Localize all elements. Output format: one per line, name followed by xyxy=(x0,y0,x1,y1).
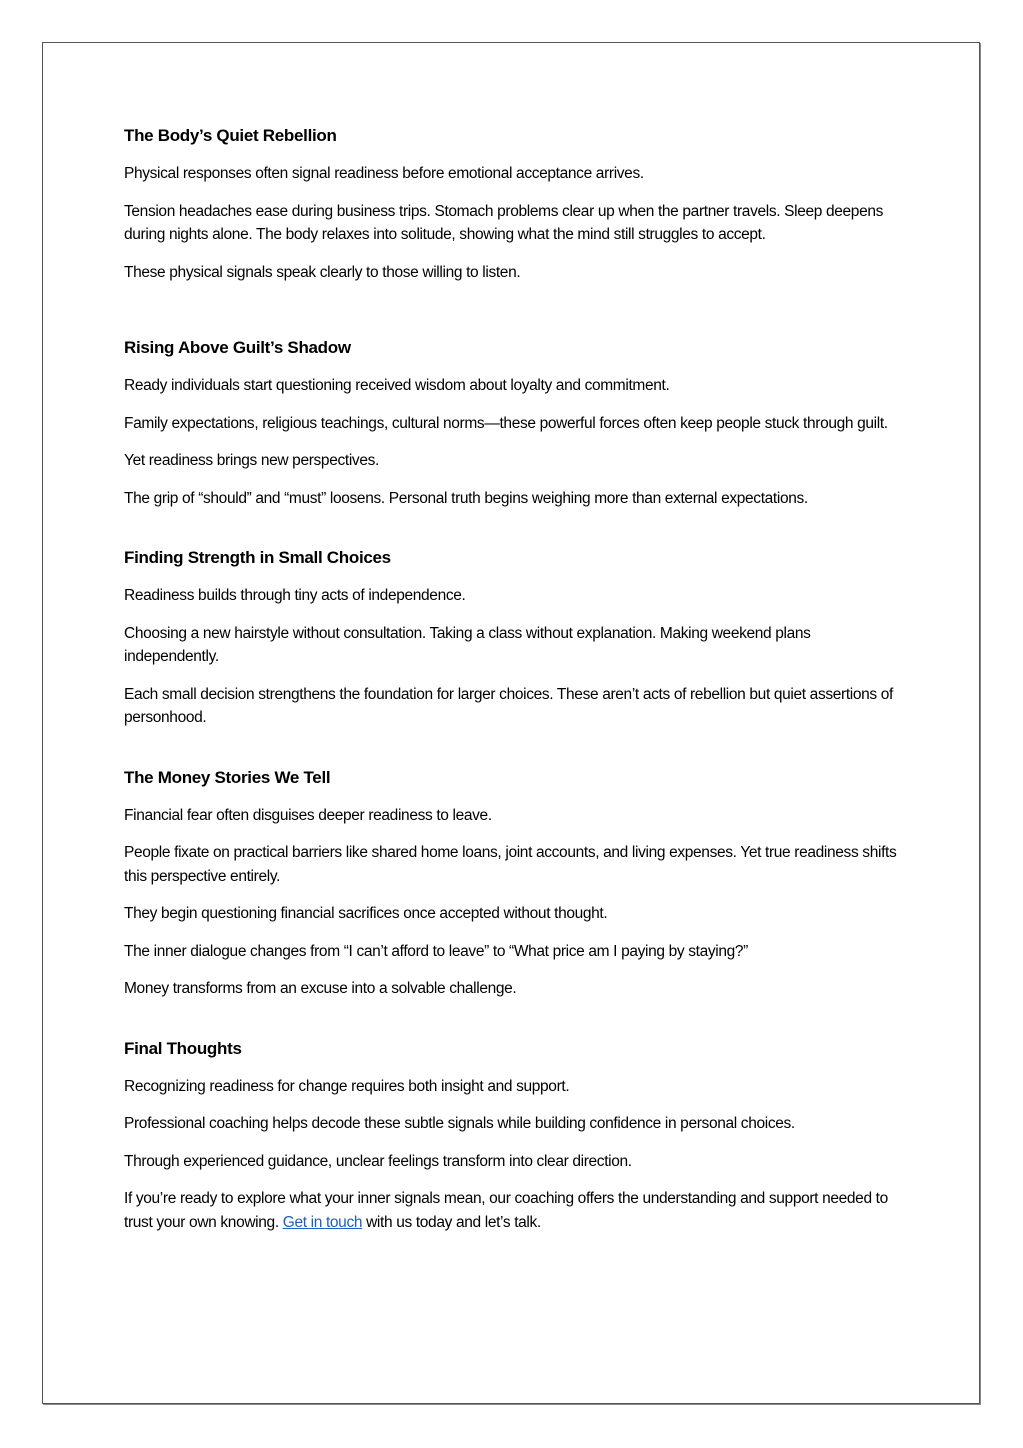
paragraph: They begin questioning financial sacrifices once accepted without thought. xyxy=(124,905,608,922)
paragraph: Ready individuals start questioning received wisdom about loyalty and commitment. xyxy=(124,377,670,394)
paragraph: Professional coaching helps decode these subtle signals while building confidence in personal choices. xyxy=(124,1115,795,1132)
paragraph: Choosing a new hairstyle without consultation. Taking a class without explanation. Making weekend plans independently. xyxy=(124,624,811,665)
paragraph: Money transforms from an excuse into a solvable challenge. xyxy=(124,980,517,997)
closing-paragraph xyxy=(124,1187,904,1234)
paragraph: The inner dialogue changes from “I can’t afford to leave” to “What price am I paying by staying?” xyxy=(124,942,748,960)
get-in-touch-link[interactable]: Get in touch xyxy=(282,1213,363,1231)
paragraph: Family expectations, religious teachings, cultural norms—these powerful forces often keep people stuck through guilt. xyxy=(124,414,888,432)
section-heading: The Body’s Quiet Rebellion xyxy=(124,126,337,145)
paragraph: The grip of “should” and “must” loosens. Personal truth begins weighing more than external expectations. xyxy=(124,489,808,507)
document-content xyxy=(124,124,904,1234)
paragraph: Readiness builds through tiny acts of independence. xyxy=(124,587,466,604)
closing-text-after-link: with us today and let’s talk. xyxy=(362,1213,541,1231)
paragraph: Recognizing readiness for change requires both insight and support. xyxy=(124,1077,570,1095)
section-body-quiet-rebellion xyxy=(124,124,904,284)
section-final-thoughts xyxy=(124,1037,904,1235)
section-heading: Final Thoughts xyxy=(124,1038,242,1058)
paragraph: People fixate on practical barriers like shared home loans, joint accounts, and living expenses. Yet true readiness shifts this perspective entirely. xyxy=(124,844,897,885)
closing-text-before-link: If you’re ready to explore what your inner signals mean, our coaching offers the understanding and support needed to trust your own knowing. xyxy=(124,1190,888,1231)
paragraph: Financial fear often disguises deeper readiness to leave. xyxy=(124,806,492,824)
section-finding-strength xyxy=(124,546,904,730)
paragraph: Physical responses often signal readiness before emotional acceptance arrives. xyxy=(124,165,644,182)
section-heading: Rising Above Guilt’s Shadow xyxy=(124,338,351,357)
section-heading: The Money Stories We Tell xyxy=(124,767,331,787)
paragraph: Yet readiness brings new perspectives. xyxy=(124,452,379,469)
paragraph: Through experienced guidance, unclear feelings transform into clear direction. xyxy=(124,1152,632,1170)
section-money-stories xyxy=(124,766,904,1001)
paragraph: These physical signals speak clearly to those willing to listen. xyxy=(124,263,521,281)
section-heading: Finding Strength in Small Choices xyxy=(124,548,391,567)
paragraph: Each small decision strengthens the foundation for larger choices. These aren’t acts of rebellion but quiet assertions of personhood. xyxy=(124,685,893,726)
paragraph: Tension headaches ease during business trips. Stomach problems clear up when the partner travels. Sleep deepens during nights alone. The body relaxes into solitude, showing what the mind still struggles to accept. xyxy=(124,202,884,243)
section-rising-above-guilt xyxy=(124,336,904,510)
